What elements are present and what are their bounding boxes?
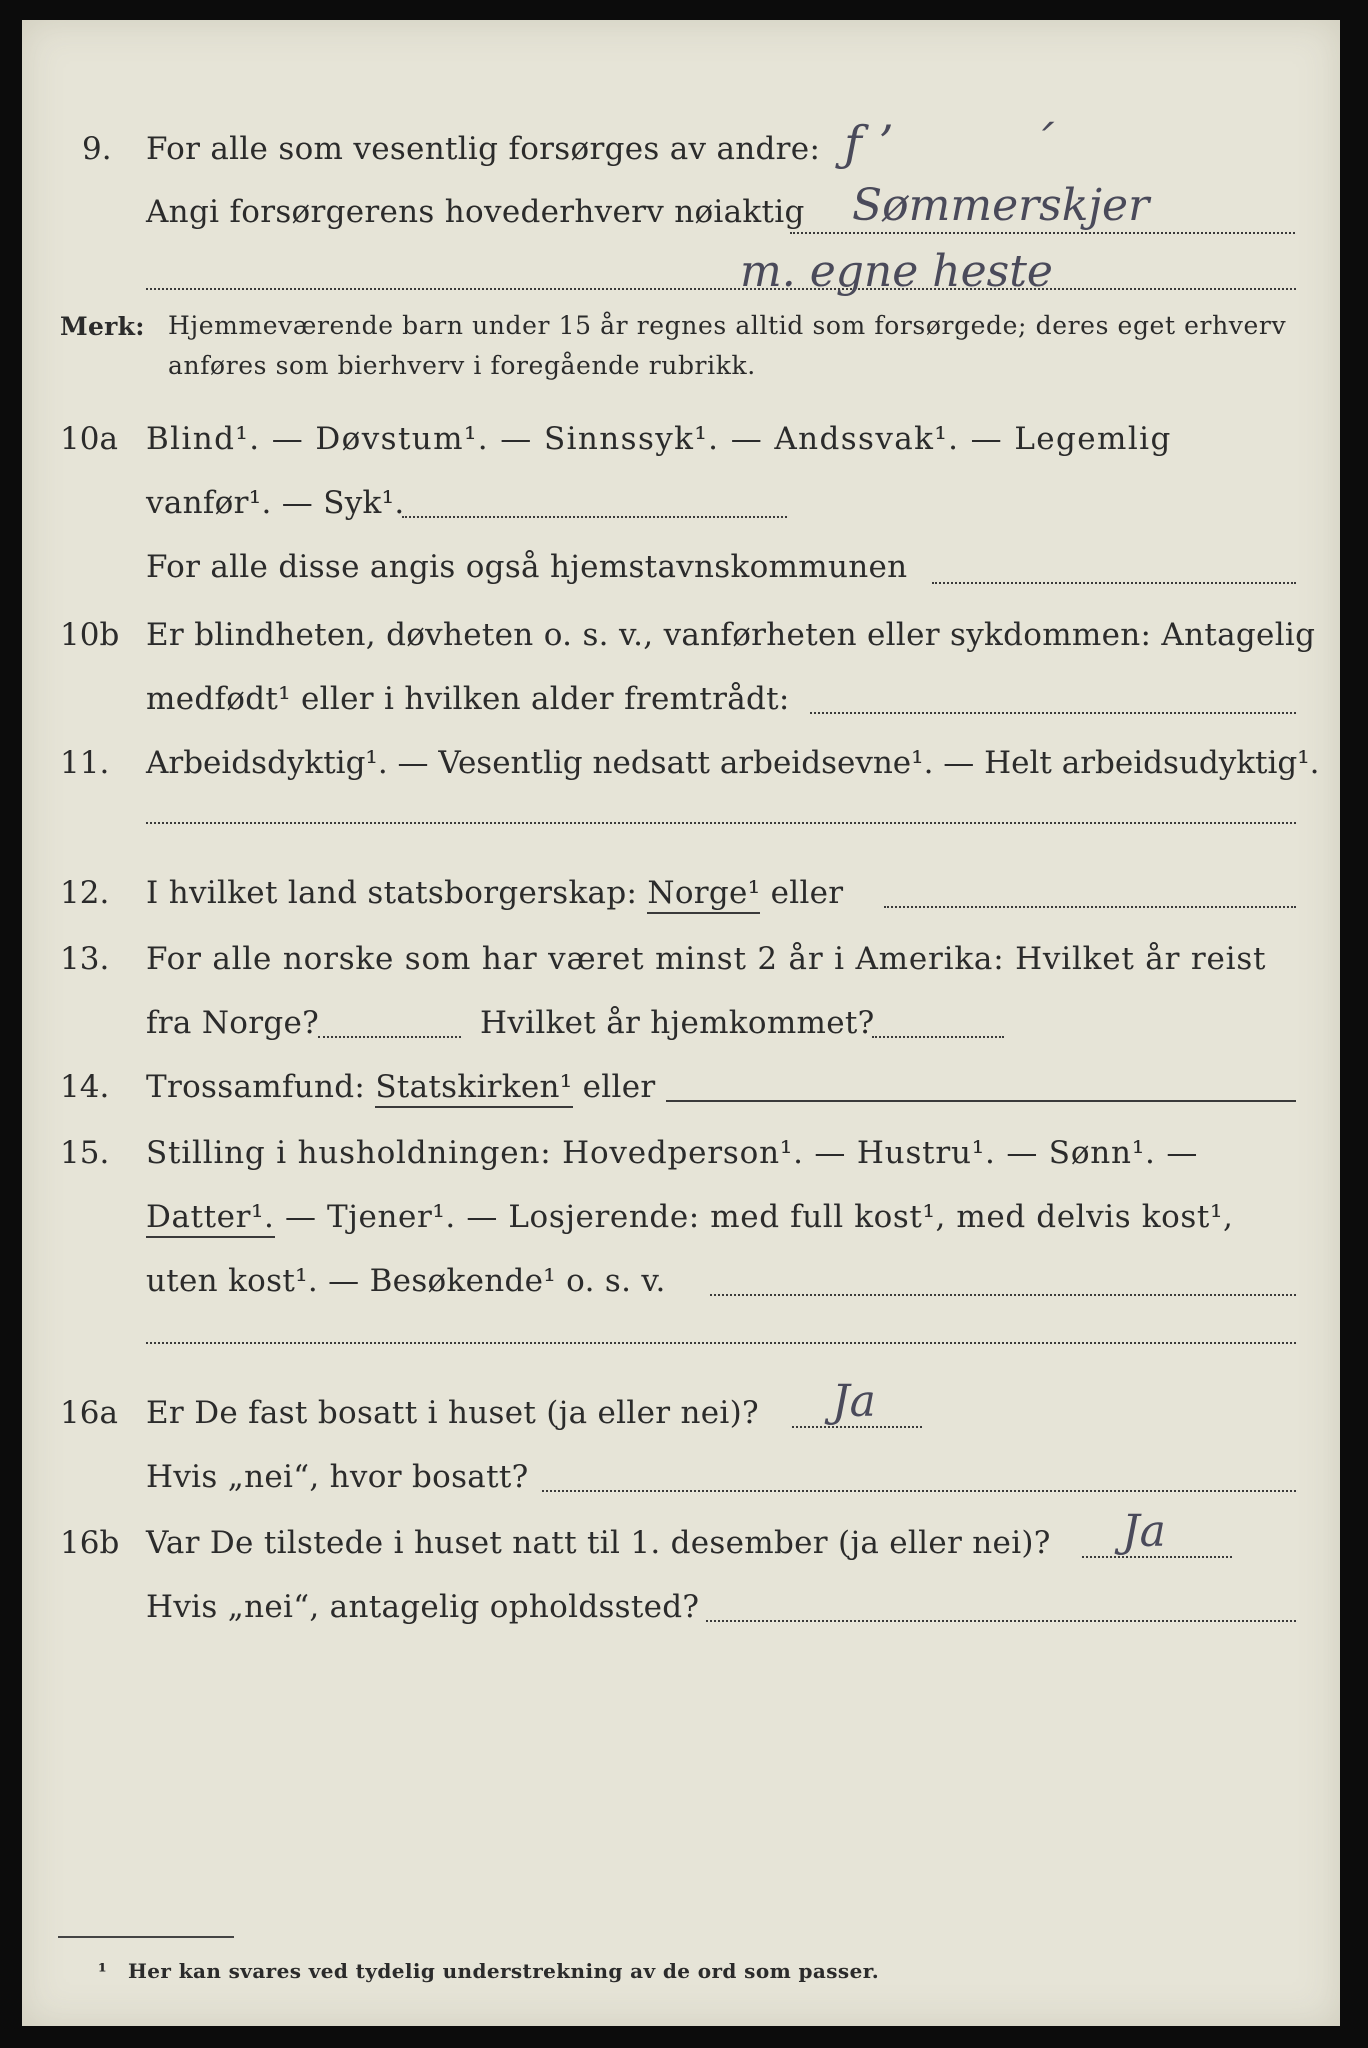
q12-suffix: eller	[770, 875, 844, 911]
q9-number: 9.	[82, 131, 112, 167]
q10a-line1: Blind¹. — Døvstum¹. — Sinnssyk¹. — Andssvak¹. — Legemlig	[146, 421, 1172, 457]
q14-statskirken-underlined: Statskirken¹	[375, 1069, 572, 1108]
merk-line1: Hjemmeværende barn under 15 år regnes alltid som forsørgede; deres eget erhverv	[168, 311, 1287, 340]
q14-line	[146, 1068, 656, 1106]
q10a-syk-line	[402, 516, 787, 518]
q9-answer2-handwritten: m. egne heste	[740, 246, 1053, 297]
q16b-number: 16b	[60, 1525, 120, 1561]
q10a-hjemstavn-line	[932, 582, 1296, 584]
q11-line1: Arbeidsdyktig¹. — Vesentlig nedsatt arbeidsevne¹. — Helt arbeidsudyktig¹.	[146, 745, 1320, 781]
q13-line2b: Hvilket år hjemkommet?	[480, 1005, 875, 1041]
q16a-bosatt-line	[542, 1490, 1296, 1492]
merk-label: Merk:	[60, 312, 145, 341]
q10b-answer-line	[810, 712, 1296, 714]
q13-line2a: fra Norge?	[146, 1005, 320, 1041]
footnote-rule	[58, 1936, 234, 1938]
q16a-line1: Er De fast bosatt i huset (ja eller nei)?	[146, 1395, 759, 1431]
q16b-line1: Var De tilstede i huset natt til 1. desember (ja eller nei)?	[146, 1525, 1051, 1561]
q15-answer-line2	[146, 1342, 1296, 1344]
q9-answer-line2	[146, 288, 1296, 290]
q9-line2: Angi forsørgerens hovederhverv nøiaktig	[146, 194, 805, 230]
q12-prefix: I hvilket land statsborgerskap:	[146, 875, 638, 911]
q13-hjemkommet-line	[872, 1036, 1004, 1038]
q15-number: 15.	[60, 1135, 110, 1171]
q10b-line2: medfødt¹ eller i hvilken alder fremtrådt:	[146, 681, 790, 717]
q16a-answer-handwritten: Ja	[832, 1376, 876, 1427]
q15-datter-underlined: Datter¹.	[146, 1199, 275, 1238]
footnote-mark: ¹	[98, 1959, 108, 1983]
q15-line3: uten kost¹. — Besøkende¹ o. s. v.	[146, 1263, 666, 1299]
q9-answer-line	[790, 232, 1295, 234]
q14-answer-line	[666, 1100, 1296, 1102]
q12-norge-underlined: Norge¹	[647, 875, 760, 914]
q16b-answer-handwritten: Ja	[1122, 1506, 1166, 1557]
footnote-text: Her kan svares ved tydelig understrekning av de ord som passer.	[128, 1959, 880, 1983]
q14-suffix: eller	[582, 1069, 656, 1105]
q10b-line1: Er blindheten, døvheten o. s. v., vanførheten eller sykdommen: Antagelig	[146, 617, 1316, 653]
census-form-page	[22, 20, 1340, 2026]
q9-handwritten-marks: ƒ ʼ ˊ	[844, 116, 1054, 172]
q12-number: 12.	[60, 875, 110, 911]
q13-number: 13.	[60, 941, 110, 977]
q16a-line2: Hvis „nei“, hvor bosatt?	[146, 1459, 529, 1495]
q10a-line2: vanfør¹. — Syk¹.	[146, 485, 405, 521]
q13-reist-line	[318, 1036, 461, 1038]
q16a-number: 16a	[60, 1395, 118, 1431]
q15-line2: — Tjener¹. — Losjerende: med full kost¹, med delvis kost¹,	[284, 1199, 1234, 1235]
q16b-opholdssted-line	[706, 1620, 1296, 1622]
q11-number: 11.	[60, 745, 110, 781]
q9-line1: For alle som vesentlig forsørges av andre:	[146, 131, 821, 167]
q14-number: 14.	[60, 1069, 110, 1105]
q13-line1: For alle norske som har været minst 2 år i Amerika: Hvilket år reist	[146, 941, 1267, 977]
q16b-line2: Hvis „nei“, antagelig opholdssted?	[146, 1589, 700, 1625]
q15-line2-row	[146, 1198, 1233, 1236]
q10a-number: 10a	[60, 421, 118, 457]
q9-answer-handwritten: Sømmerskjer	[852, 180, 1150, 231]
q10b-number: 10b	[60, 617, 120, 653]
q12-answer-line	[884, 906, 1296, 908]
q12-line	[146, 874, 843, 912]
q15-line1: Stilling i husholdningen: Hovedperson¹. — Hustru¹. — Sønn¹. —	[146, 1135, 1199, 1171]
q14-prefix: Trossamfund:	[146, 1069, 366, 1105]
q15-answer-line	[710, 1294, 1296, 1296]
q11-answer-line	[146, 822, 1296, 824]
q10a-line3: For alle disse angis også hjemstavnskommunen	[146, 549, 908, 585]
merk-line2: anføres som bierhverv i foregående rubrikk.	[168, 351, 756, 380]
